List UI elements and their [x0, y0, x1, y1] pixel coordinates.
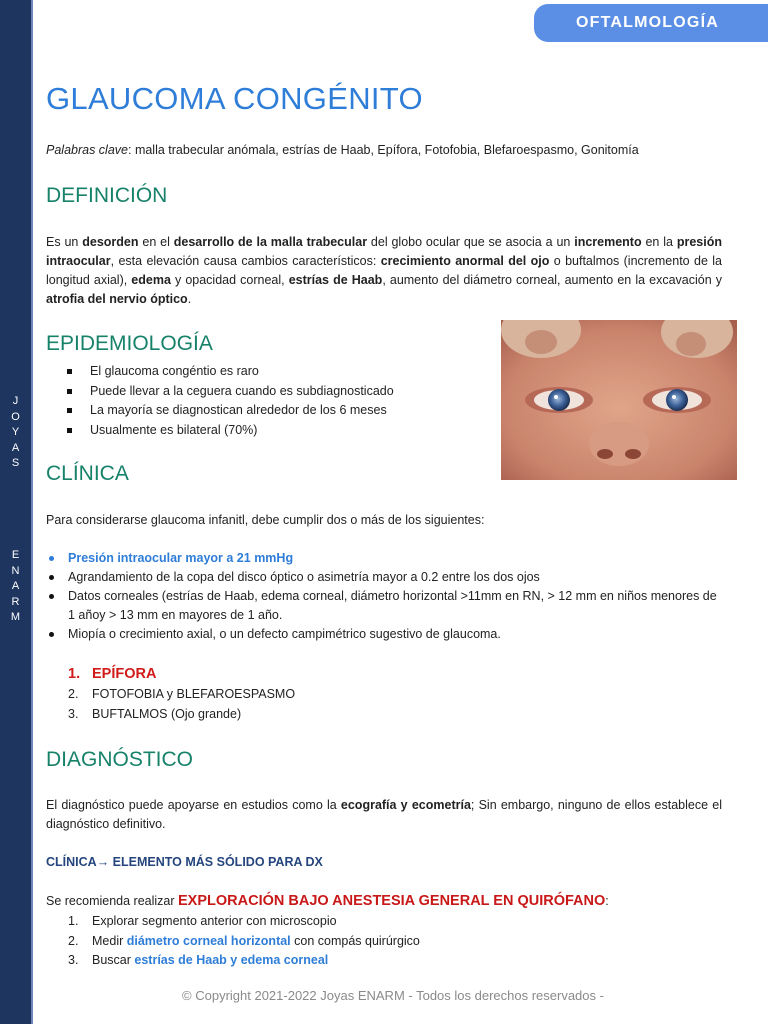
text-span: , esta elevación causa cambios característicos: — [110, 254, 381, 268]
text-span: ; Sin embargo, ninguno de ellos establece el diagnóstico definitivo. — [46, 798, 722, 831]
sidebar-word-enarm — [0, 548, 31, 626]
item-text: BUFTALMOS (Ojo grande) — [92, 707, 242, 721]
item-text: con compás quirúrgico — [290, 933, 420, 948]
text-bold: desarrollo de la malla trabecular — [173, 235, 368, 249]
sidebar-letter: E — [11, 549, 20, 561]
text-bold: estrías de Haab — [288, 273, 383, 287]
list-item — [68, 684, 295, 704]
clinica-criteria-list — [46, 549, 726, 644]
text-span: Se recomienda realizar — [46, 894, 179, 908]
item-number: 3. — [68, 953, 79, 967]
sidebar — [0, 0, 33, 1024]
sidebar-letter: Y — [11, 426, 20, 438]
list-item — [68, 704, 295, 724]
keywords — [46, 143, 639, 157]
list-item — [68, 951, 420, 971]
clinica-intro: Para considerarse glaucoma infanitl, debe cumplir dos o más de los siguientes: — [46, 513, 485, 527]
list-item — [68, 912, 420, 932]
text-span: en el — [138, 235, 174, 249]
sidebar-letter: R — [11, 595, 20, 608]
item-highlight: estrías de Haab y edema corneal — [134, 953, 329, 967]
recommendation — [46, 892, 722, 911]
text-bold: incremento — [574, 235, 642, 249]
sidebar-letter: J — [12, 395, 19, 407]
text-span: del globo ocular que se asocia a un — [367, 235, 575, 249]
sidebar-letter: A — [11, 441, 20, 454]
infant-eyes-illustration — [501, 320, 737, 480]
diagnostico-steps-list — [68, 912, 420, 971]
text-bold: desorden — [82, 235, 139, 249]
text-span: . — [187, 292, 192, 306]
item-number: 3. — [68, 707, 79, 721]
diagnostico-paragraph — [46, 796, 722, 834]
keywords-label: Palabras clave — [46, 143, 128, 157]
list-item: El glaucoma congéntio es raro — [64, 362, 394, 382]
key-point-b: ELEMENTO MÁS SÓLIDO PARA DX — [109, 855, 323, 869]
list-item: Puede llevar a la ceguera cuando es subdiagnosticado — [64, 382, 394, 402]
copyright-footer: © Copyright 2021-2022 Joyas ENARM - Todos los derechos reservados - — [182, 988, 604, 1003]
infant-eyes-photo — [501, 320, 737, 480]
heading-clinica: CLÍNICA — [46, 462, 129, 485]
heading-epidemiologia: EPIDEMIOLOGÍA — [46, 332, 213, 355]
text-span: y opacidad corneal, — [170, 273, 289, 287]
item-number: 2. — [68, 933, 79, 948]
list-item: Miopía o crecimiento axial, o un defecto campimétrico sugestivo de glaucoma. — [46, 625, 726, 644]
text-span: El diagnóstico puede apoyarse en estudios como la — [46, 798, 341, 812]
sidebar-letter: S — [11, 457, 20, 469]
arrow-icon: → — [96, 855, 110, 869]
item-text: FOTOFOBIA y BLEFAROESPASMO — [92, 687, 296, 701]
text-span: o buftalmos (incremento de la longitud axial), — [46, 254, 723, 287]
text-bold: atrofia del nervio óptico — [46, 292, 188, 306]
sidebar-letter: N — [11, 564, 20, 577]
heading-definicion: DEFINICIÓN — [46, 184, 168, 207]
sidebar-letter: M — [10, 611, 21, 623]
list-item: Usualmente es bilateral (70%) — [64, 421, 394, 441]
list-item: Presión intraocular mayor a 21 mmHg — [46, 549, 726, 568]
item-highlight: diámetro corneal horizontal — [126, 933, 291, 948]
definicion-paragraph — [46, 233, 722, 309]
recommendation-highlight: EXPLORACIÓN BAJO ANESTESIA GENERAL EN QUIRÓFANO — [178, 893, 606, 909]
sidebar-letter: O — [11, 410, 20, 423]
sidebar-word-joyas — [0, 394, 31, 472]
item-number: 2. — [68, 687, 79, 701]
text-bold: crecimiento anormal del ojo — [380, 254, 550, 268]
text-bold: presión intraocular — [46, 235, 722, 268]
list-item: Agrandamiento de la copa del disco óptico o asimetría mayor a 0.2 entre los dos ojos — [46, 568, 726, 587]
key-point — [46, 853, 722, 872]
text-span: Es un — [46, 235, 83, 249]
page-title: GLAUCOMA CONGÉNITO — [46, 81, 423, 116]
epidemiologia-list — [64, 362, 394, 440]
text-span: , aumento del diámetro corneal, aumento en la excavación y — [382, 273, 722, 287]
item-text: Buscar — [92, 953, 135, 967]
key-point-a: CLÍNICA — [46, 855, 97, 869]
sidebar-letter: A — [11, 580, 20, 592]
item-text: Explorar segmento anterior con microscopio — [92, 914, 337, 928]
text-bold: ecografía y ecometría — [340, 798, 471, 812]
list-item — [68, 932, 420, 952]
list-item — [68, 664, 295, 684]
section-badge: OFTALMOLOGÍA — [534, 4, 768, 42]
heading-diagnostico: DIAGNÓSTICO — [46, 748, 194, 771]
text-span: en la — [641, 235, 677, 249]
item-number: 1. — [68, 666, 81, 682]
item-text: EPÍFORA — [92, 666, 157, 682]
text-bold: edema — [131, 273, 171, 287]
item-number: 1. — [68, 914, 79, 928]
text-span: : — [605, 894, 609, 908]
list-item: La mayoría se diagnostican alrededor de los 6 meses — [64, 401, 394, 421]
list-item: Datos corneales (estrías de Haab, edema corneal, diámetro horizontal >11mm en RN, > 12 mm en niños menores de 1 añoy > 13 mm en mayores de 1 año. — [46, 587, 726, 625]
item-text: Medir — [92, 933, 127, 948]
clinica-signs-list — [68, 664, 295, 724]
keywords-text: : malla trabecular anómala, estrías de Haab, Epífora, Fotofobia, Blefaroespasmo, Gonitomía — [128, 143, 639, 157]
